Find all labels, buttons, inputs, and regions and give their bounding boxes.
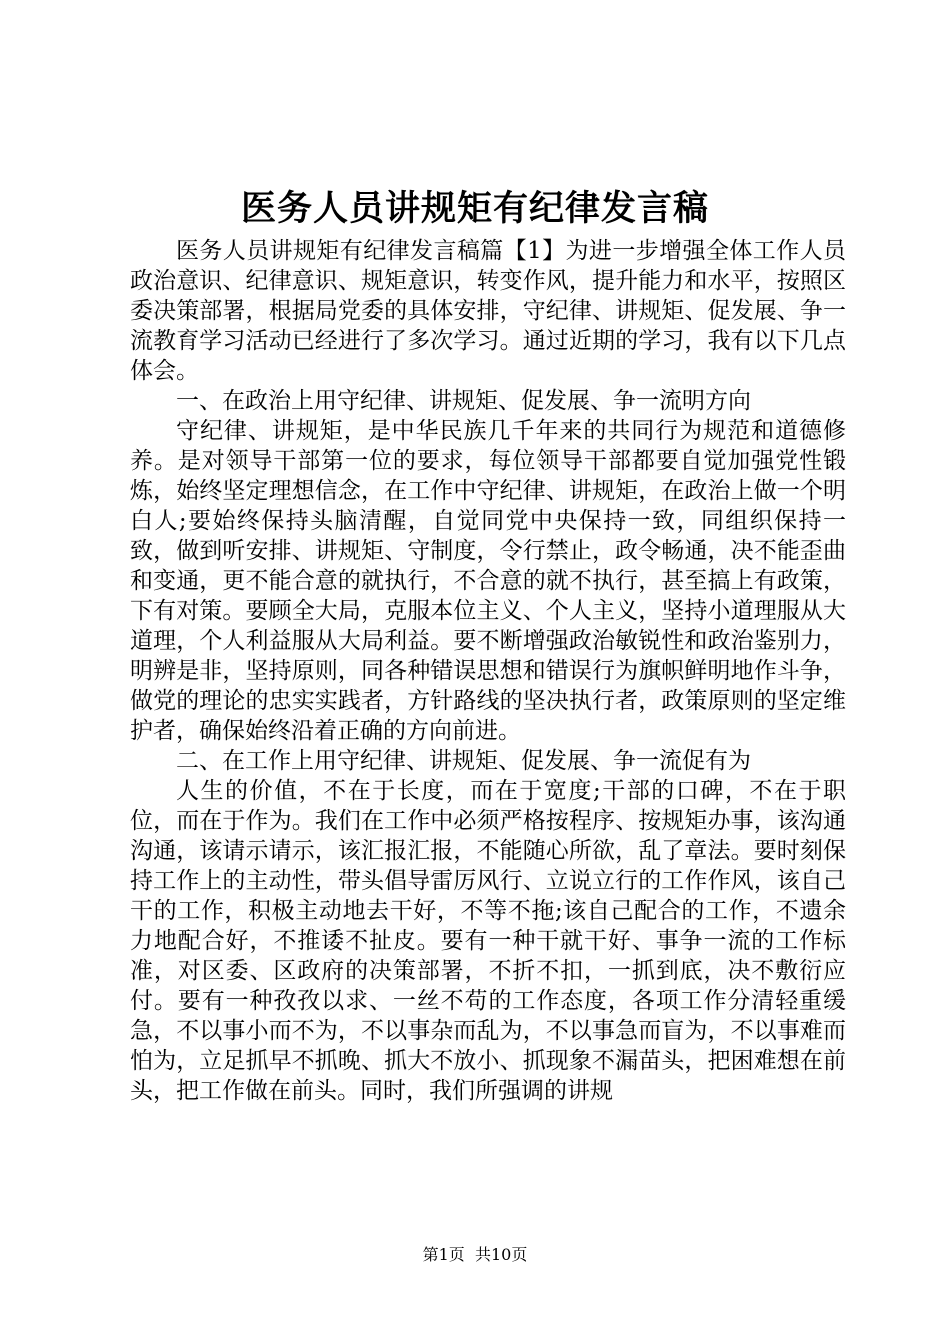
section-heading-2: 二、在工作上用守纪律、讲规矩、促发展、争一流促有为 bbox=[176, 748, 751, 774]
paragraph-intro: 医务人员讲规矩有纪律发言稿篇【1】为进一步增强全体工作人员政治意识、纪律意识、规矩意识，转变作风，提升能力和水平，按照区委决策部署，根据局党委的具体安排，守纪律、讲规矩、促发展、争一流教育学习活动已经进行了多次学习。通过近期的学习，我有以下几点体会。 bbox=[130, 238, 846, 384]
paragraph-section-1: 守纪律、讲规矩，是中华民族几千年来的共同行为规范和道德修养。是对领导干部第一位的要求，每位领导干部都要自觉加强党性锻炼，始终坚定理想信念，在工作中守纪律、讲规矩，在政治上做一个明白人;要始终保持头脑清醒，自觉同党中央保持一致，同组织保持一致，做到听安排、讲规矩、守制度，令行禁止，政令畅通，决不能歪曲和变通，更不能合意的就执行，不合意的就不执行，甚至搞上有政策，下有对策。要顾全大局，克服本位主义、个人主义，坚持小道理服从大道理，个人利益服从大局利益。要不断增强政治敏锐性和政治鉴别力，明辨是非，坚持原则，同各种错误思想和错误行为旗帜鲜明地作斗争，做党的理论的忠实实践者，方针路线的坚决执行者，政策原则的坚定维护者，确保始终沿着正确的方向前进。 bbox=[130, 418, 846, 744]
paragraph-section-2: 人生的价值，不在于长度，而在于宽度;干部的口碑，不在于职位，而在于作为。我们在工作中必须严格按程序、按规矩办事，该沟通沟通，该请示请示，该汇报汇报，不能随心所欲，乱了章法。要时刻保持工作上的主动性，带头倡导雷厉风行、立说立行的工作作风，该自己干的工作，积极主动地去干好，不等不拖;该自己配合的工作，不遗余力地配合好，不推诿不扯皮。要有一种干就干好、事争一流的工作标准，对区委、区政府的决策部署，不折不扣，一抓到底，决不敷衍应付。要有一种孜孜以求、一丝不苟的工作态度，各项工作分清轻重缓急，不以事小而不为，不以事杂而乱为，不以事急而盲为，不以事难而怕为，立足抓早不抓晚、抓大不放小、抓现象不漏苗头，把困难想在前头，把工作做在前头。同时，我们所强调的讲规 bbox=[130, 778, 846, 1104]
page-number: 第1页 bbox=[422, 1245, 465, 1264]
page-footer bbox=[0, 1243, 950, 1267]
section-heading-1: 一、在政治上用守纪律、讲规矩、促发展、争一流明方向 bbox=[176, 388, 751, 414]
footer-spacer bbox=[465, 1245, 475, 1264]
document-title: 医务人员讲规矩有纪律发言稿 bbox=[240, 189, 709, 229]
page-total: 共10页 bbox=[474, 1245, 528, 1264]
document-body bbox=[130, 236, 846, 1106]
